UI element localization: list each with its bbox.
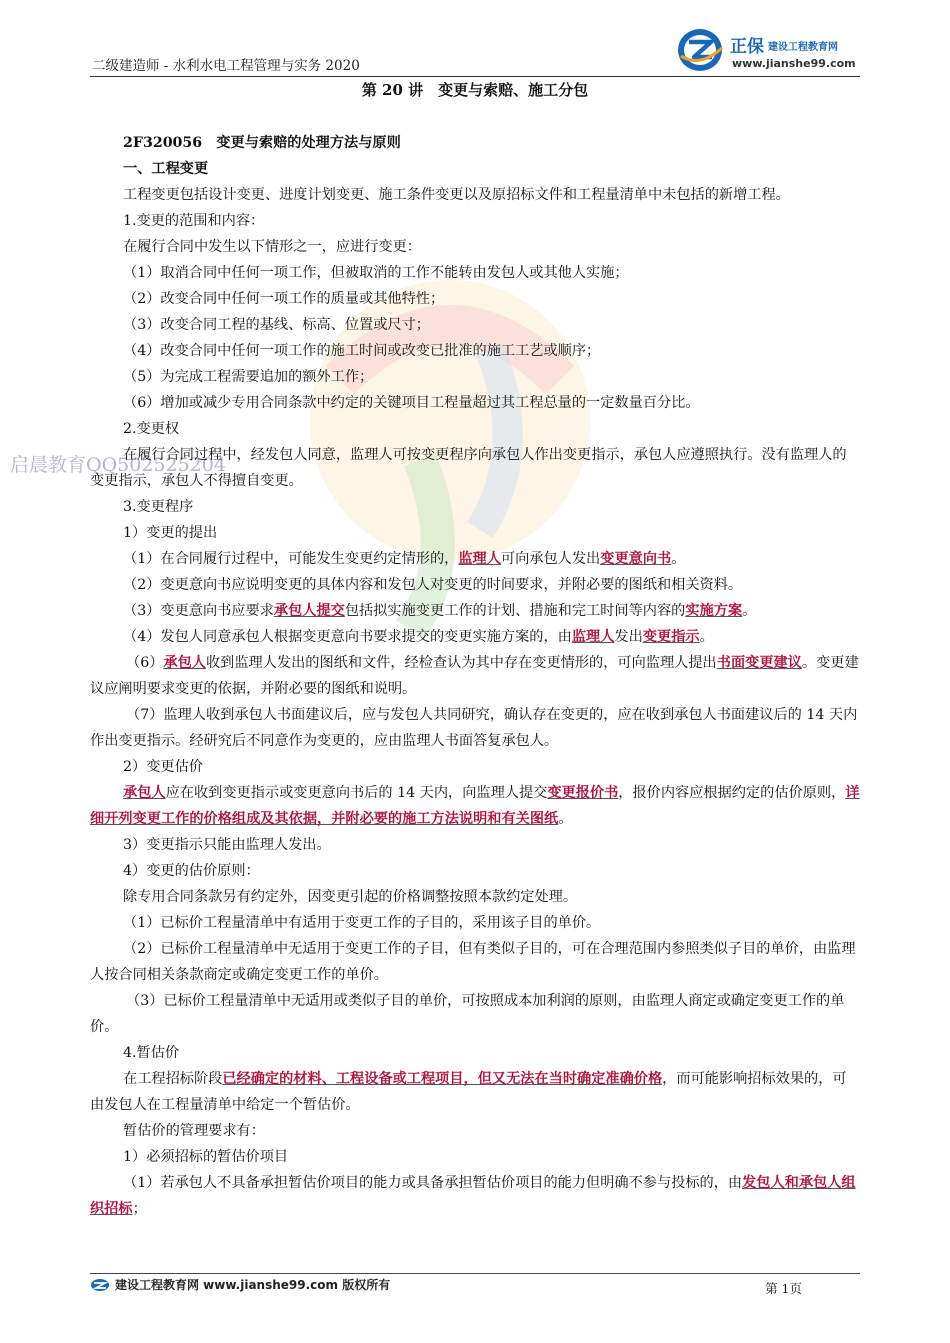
header-divider [90,76,860,77]
paragraph-instruction-issuer: 3）变更指示只能由监理人发出。 [123,837,331,853]
highlight-term: 承包人 [123,785,166,801]
subheading-provisional-sum: 4.暂估价 [123,1045,180,1061]
paragraph-valuation-lead: 除专用合同条款另有约定外，因变更引起的价格调整按照本款约定处理。 [123,889,578,905]
list-item: （1）在合同履行过程中，可能发生变更约定情形的，监理人可向承包人发出变更意向书。 [123,551,686,567]
list-item: （6）增加或减少专用合同条款中约定的关键项目工程量超过其工程总量的一定数量百分比。 [123,395,700,411]
subheading-valuation-principles: 4）变更的估价原则： [123,863,260,879]
list-item: （1）已标价工程量清单中有适用于变更工作的子目的，采用该子目的单价。 [123,915,601,931]
list-item: （3）变更意向书应要求承包人提交包括拟实施变更工作的计划、措施和完工时间等内容的实施方案。 [123,603,757,619]
subheading-change-procedure: 3.变更程序 [123,499,194,515]
highlight-term: 承包人 [163,655,206,671]
footer-site-text: 建设工程教育网 www.jianshe99.com 版权所有 [115,1278,391,1292]
section-code-title: 2F320056 变更与索赔的处理方法与原则 [123,135,401,151]
highlight-term: 承包人提交 [273,603,345,619]
highlight-term: 实施方案 [685,603,743,619]
brand-subtitle: 建设工程教育网 [768,42,838,53]
brand-name: 正保 [730,37,764,57]
footer-logo-icon [90,1278,110,1292]
header-course-title: 二级建造师 - 水利水电工程管理与实务 2020 [92,58,360,74]
brand-url[interactable]: www.jianshe99.com [732,57,856,70]
footer-site[interactable] [90,1276,390,1293]
footer-divider [90,1273,860,1274]
subheading-change-valuation: 2）变更估价 [123,759,203,775]
highlight-term: 变更指示 [642,629,700,645]
list-item: （2）已标价工程量清单中无适用于变更工作的子目，但有类似子目的，可在合理范围内参照类似子目的单价，由监理人按合同相关条款商定或确定变更工作的单价。 [90,941,856,983]
highlight-term: 发包人和承包人组织招标 [90,1175,856,1217]
highlight-term: 监理人 [458,551,501,567]
paragraph-provisional-sum: 在工程招标阶段已经确定的材料、工程设备或工程项目，但又无法在当时确定准确价格，而可能影响招标效果的，可由发包人在工程量清单中给定一个暂估价。 [90,1071,847,1113]
list-item: （2）变更意向书应说明变更的具体内容和发包人对变更的时间要求，并附必要的图纸和相关资料。 [123,577,743,593]
paragraph-intro: 工程变更包括设计变更、进度计划变更、施工条件变更以及原招标文件和工程量清单中未包括的新增工程。 [123,187,790,203]
highlight-term: 变更意向书 [600,551,672,567]
paragraph-scope-lead: 在履行合同中发生以下情形之一，应进行变更： [123,239,421,255]
list-item: （6）承包人收到监理人发出的图纸和文件，经检查认为其中存在变更情形的，可向监理人提出书面变更建议。变更建议应阐明要求变更的依据，并附必要的图纸和说明。 [90,655,859,697]
side-watermark-text: 启晨教育QQ502525204 [10,454,226,476]
highlight-term: 书面变更建议 [716,655,802,671]
page-number: 第 1页 [765,1281,802,1296]
list-item: （4）发包人同意承包人根据变更意向书要求提交的变更实施方案的，由监理人发出变更指示。 [123,629,714,645]
list-item: （1）若承包人不具备承担暂估价项目的能力或具备承担暂估价项目的能力但明确不参与投标的，由发包人和承包人组织招标； [90,1175,856,1217]
list-item: （5）为完成工程需要追加的额外工作； [123,369,374,385]
list-item: （7）监理人收到承包人书面建议后，应与发包人共同研究，确认存在变更的，应在收到承包人书面建议后的 14 天内作出变更指示。经研究后不同意作为变更的，应由监理人书面答复承包人。 [90,707,858,749]
highlight-term: 变更报价书 [547,785,619,801]
highlight-term: 已经确定的材料、工程设备或工程项目，但又无法在当时确定准确价格 [222,1071,663,1087]
subheading-tender-required: 1）必须招标的暂估价项目 [123,1149,289,1165]
list-item: （2）改变合同中任何一项工作的质量或其他特性； [123,291,445,307]
list-item: （3）已标价工程量清单中无适用或类似子目的单价，可按照成本加利润的原则，由监理人商定或确定变更工作的单价。 [90,993,845,1035]
page-title: 第 20 讲 变更与索赔、施工分包 [361,81,589,99]
document-body [90,130,860,1222]
list-item: （1）取消合同中任何一项工作，但被取消的工作不能转由发包人或其他人实施； [123,265,629,281]
subheading-change-right: 2.变更权 [123,421,180,437]
subheading-change-proposal: 1）变更的提出 [123,525,218,541]
paragraph-change-right: 在履行合同过程中，经发包人同意，监理人可按变更程序向承包人作出变更指示，承包人应遵照执行。没有监理人的变更指示，承包人不得擅自变更。 [90,447,847,489]
paragraph-management-lead: 暂估价的管理要求有： [123,1123,265,1139]
list-item: （3）改变合同工程的基线、标高、位置或尺寸； [123,317,430,333]
brand-logo[interactable] [676,26,866,76]
subheading-scope: 1.变更的范围和内容： [123,213,265,229]
list-item: （4）改变合同中任何一项工作的施工时间或改变已批准的施工工艺或顺序； [123,343,601,359]
highlight-term: 监理人 [571,629,615,645]
brand-logo-icon [676,26,726,74]
paragraph-valuation: 承包人应在收到变更指示或变更意向书后的 14 天内，向监理人提交变更报价书，报价内容应根据约定的估价原则，详细开列变更工作的价格组成及其依据，并附必要的施工方法说明和有关图纸。 [90,785,860,827]
highlight-term: 详细开列变更工作的价格组成及其依据，并附必要的施工方法说明和有关图纸 [90,785,860,827]
heading-engineering-change: 一、工程变更 [123,161,209,177]
